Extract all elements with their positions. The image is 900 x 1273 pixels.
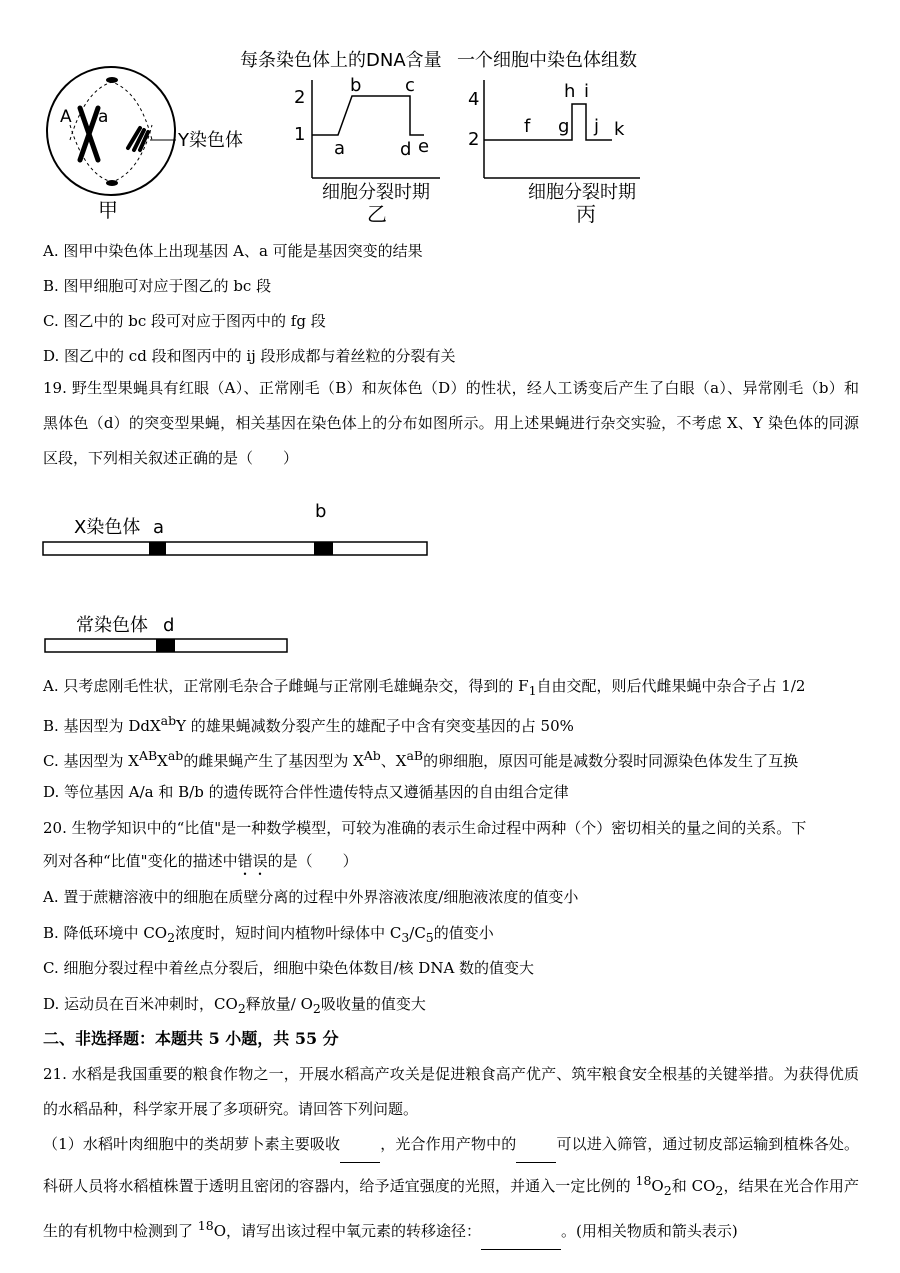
q18-option-c: C. 图乙中的 bc 段可对应于图丙中的 fg 段	[43, 312, 326, 330]
bing-point-j: j	[594, 116, 600, 137]
bing-point-f: f	[524, 116, 531, 137]
yi-xlabel: 细胞分裂时期	[322, 182, 430, 203]
chart-bing	[468, 80, 640, 226]
x-gene-b-label: b	[315, 501, 327, 522]
yi-point-e: e	[418, 136, 430, 157]
cell-jia-diagram	[47, 67, 243, 222]
caption-yi: 乙	[367, 202, 387, 226]
q18-option-b: B. 图甲细胞可对应于图乙的 bc 段	[43, 277, 272, 295]
chart-bing-title: 一个细胞中染色体组数	[457, 50, 637, 71]
bing-xlabel: 细胞分裂时期	[528, 182, 636, 203]
caption-jia: 甲	[98, 198, 118, 222]
autosome-label: 常染色体	[76, 615, 148, 636]
q20-option-b: B. 降低环境中 $CO_2$浓度时，短时间内植物叶绿体中 $C_3/C_5$的值变小	[43, 924, 494, 945]
q20-stem-line1: 20. 生物学知识中的“比值"是一种数学模型，可较为准确的表示生命过程中两种（个）密切相关的量之间的关系。下	[43, 819, 807, 837]
x-gene-b-band	[314, 542, 333, 555]
bing-point-g: g	[558, 116, 570, 137]
q19-stem: 19. 野生型果蝇具有红眼（A）、正常刚毛（B）和灰体色（D）的性状，经人工诱变后产生了白眼（a）、异常刚毛（b）和黑体色（d）的突变型果蝇，相关基因在染色体上的分布如图所示。用上述果蝇进行杂交实验，不考虑 X、Y 染色体的同源区段，下列相关叙述正确的是（ ）	[43, 379, 859, 467]
q20-emphasis-wrong: 错误	[237, 852, 268, 870]
q18-option-a: A. 图甲中染色体上出现基因 A、a 可能是基因突变的结果	[43, 242, 423, 260]
q19-option-c: C. 基因型为 $X^{AB}X^{ab}$的雌果蝇产生了基因型为 $X^{Ab}$、$X^{aB}$的卵细胞，原因可能是减数分裂时同源染色体发生了互换	[43, 748, 799, 770]
yi-point-b: b	[350, 75, 362, 96]
figure-jia-yi-bing	[0, 0, 900, 230]
q20-option-c: C. 细胞分裂过程中着丝点分裂后，细胞中染色体数目/核 DNA 数的值变大	[43, 959, 535, 977]
bing-tick-2: 2	[468, 129, 480, 150]
x-chromosome-bar	[43, 542, 427, 555]
caption-bing: 丙	[576, 202, 596, 226]
q21-stem: 21. 水稻是我国重要的粮食作物之一，开展水稻高产攻关是促进粮食高产优产、筑牢粮食安全根基的关键举措。为获得优质的水稻品种，科学家开展了多项研究。请回答下列问题。	[43, 1065, 859, 1118]
q21-part1: （1）水稻叶肉细胞中的类胡萝卜素主要吸收 ，光合作用产物中的 可以进入筛管，通过韧皮部运输到植株各处。科研人员将水稻植株置于透明且密闭的容器内，给予适宜强度的光照，并通入一定比例的 $^{18}O_2$和 $CO_2$，结果在光合作用产生的有机物中检测到了 $^{18}$O，请写出该过程中氧元素的转移途径： 。(用相关物质和箭头表示)	[43, 1127, 859, 1250]
autosome-gene-d-band	[156, 639, 175, 652]
q19-chromosome-figure	[0, 495, 900, 665]
q20-option-d: D. 运动员在百米冲刺时，$CO_2$释放量/ $O_2$吸收量的值变大	[43, 995, 426, 1016]
bing-tick-4: 4	[468, 89, 480, 110]
answer-blank-1[interactable]	[340, 1127, 380, 1163]
answer-blank-3[interactable]	[481, 1214, 561, 1250]
x-gene-a-label: a	[153, 517, 165, 538]
q19-option-d: D. 等位基因 A/a 和 B/b 的遗传既符合伴性遗传特点又遵循基因的自由组合定律	[43, 783, 569, 801]
q18-option-d: D. 图乙中的 cd 段和图丙中的 ij 段形成都与着丝粒的分裂有关	[43, 347, 456, 365]
x-chromosome-label: X染色体	[74, 517, 141, 538]
yi-tick-2: 2	[294, 87, 306, 108]
bing-point-h: h	[564, 81, 576, 102]
q20-stem-line2: 列对各种“比值"变化的描述中错误的是（ ）	[43, 852, 358, 870]
gene-A-label: A	[60, 107, 72, 127]
section2-heading: 二、非选择题：本题共 5 小题，共 55 分	[43, 1029, 339, 1048]
yi-point-a: a	[334, 138, 346, 159]
bing-point-i: i	[584, 81, 590, 102]
bing-point-k: k	[614, 119, 625, 140]
yi-tick-1: 1	[294, 124, 306, 145]
yi-point-d: d	[400, 139, 412, 160]
x-gene-a-band	[149, 542, 166, 555]
chart-yi-title: 每条染色体上的DNA含量	[240, 50, 442, 71]
q20-option-a: A. 置于蔗糖溶液中的细胞在质壁分离的过程中外界溶液浓度/细胞液浓度的值变小	[43, 888, 579, 906]
yi-point-c: c	[405, 75, 415, 96]
q19-option-b: B. 基因型为 DdX$^{ab}$Y 的雄果蝇减数分裂产生的雄配子中含有突变基因的占 50%	[43, 713, 574, 735]
autosome-gene-d-label: d	[163, 615, 175, 636]
gene-a-label: a	[98, 107, 109, 127]
y-chromosome-label: Y染色体	[178, 130, 243, 151]
answer-blank-2[interactable]	[516, 1127, 556, 1163]
chart-yi	[294, 75, 440, 226]
q19-option-a: A. 只考虑刚毛性状，正常刚毛杂合子雌蝇与正常刚毛雄蝇杂交，得到的 $F_1$自由交配，则后代雌果蝇中杂合子占 1/2	[43, 677, 806, 698]
